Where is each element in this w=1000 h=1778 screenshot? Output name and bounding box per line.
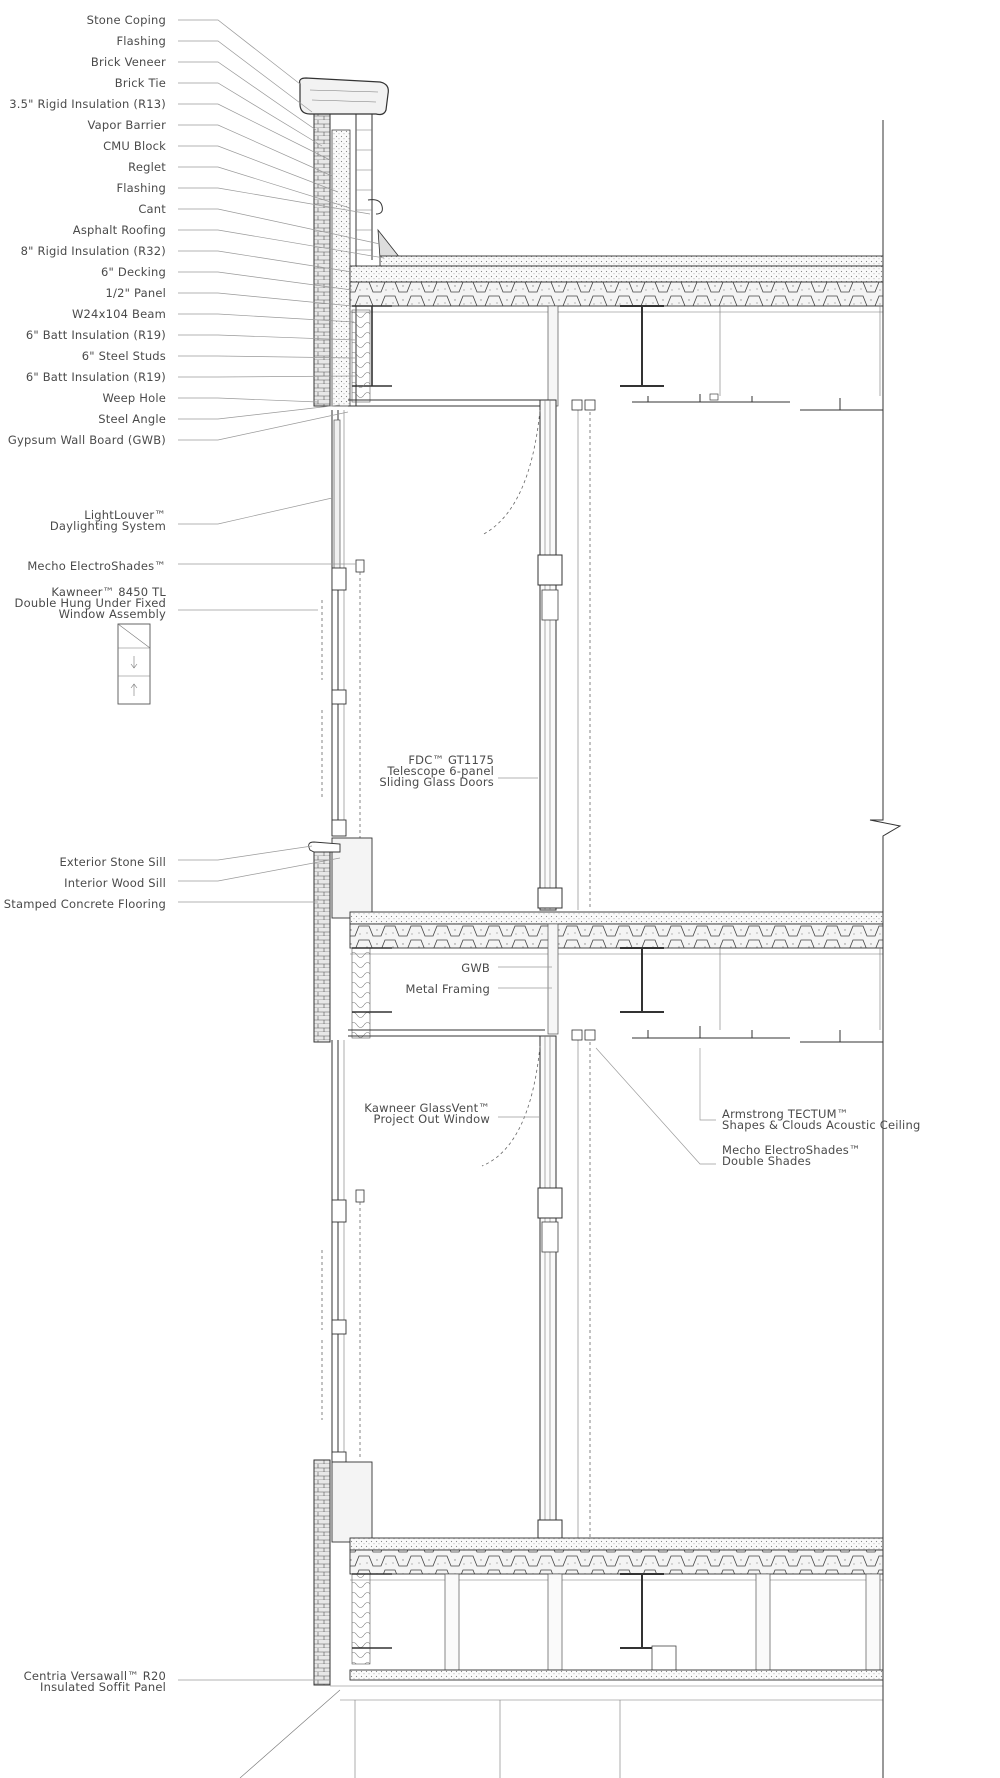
label-batt-insulation-2: 6" Batt Insulation (R19) [25, 370, 166, 384]
label-mecho-double-2: Double Shades [722, 1154, 812, 1168]
label-half-inch-panel: 1/2" Panel [105, 286, 166, 300]
label-lightlouver-2: Daylighting System [49, 519, 166, 533]
label-gypsum-wall-board: Gypsum Wall Board (GWB) [7, 433, 166, 447]
label-fdc-2: Telescope 6-panel [387, 764, 494, 778]
label-armstrong-1: Armstrong TECTUM™ [722, 1107, 849, 1121]
roof-beams [352, 306, 880, 406]
label-kawneer-8450-1: Kawneer™ 8450 TL [51, 585, 166, 599]
label-kawneer-8450-2: Double Hung Under Fixed [14, 596, 166, 610]
label-brick-veneer: Brick Veneer [90, 55, 166, 69]
label-glassvent-2: Project Out Window [373, 1112, 490, 1126]
label-gwb: GWB [461, 961, 490, 975]
batt-insulation-roof [352, 310, 370, 402]
stone-coping [300, 78, 389, 115]
label-group-right [722, 1107, 920, 1168]
label-steel-angle: Steel Angle [98, 412, 166, 426]
label-group-left-top [8, 13, 166, 447]
label-glassvent-1: Kawneer GlassVent™ [364, 1101, 490, 1115]
label-asphalt-roofing: Asphalt Roofing [72, 223, 166, 237]
label-beam: W24x104 Beam [71, 307, 166, 321]
label-batt-insulation-1: 6" Batt Insulation (R19) [25, 328, 166, 342]
label-lightlouver-1: LightLouver™ [84, 508, 166, 522]
label-interior-wood-sill: Interior Wood Sill [64, 876, 166, 890]
label-weep-hole: Weep Hole [102, 391, 166, 405]
label-centria-2: Insulated Soffit Panel [40, 1680, 166, 1694]
sliding-glass-doors-upper [482, 400, 595, 910]
label-reglet: Reglet [128, 160, 166, 174]
section-break-line [870, 120, 900, 1778]
label-armstrong-2: Shapes & Clouds Acoustic Ceiling [722, 1118, 921, 1132]
label-decking: 6" Decking [101, 265, 166, 279]
label-rigid-insulation-r13: 3.5" Rigid Insulation (R13) [9, 97, 166, 111]
label-cant: Cant [138, 202, 166, 216]
roof-assembly [350, 256, 883, 312]
label-rigid-insulation-r32: 8" Rigid Insulation (R32) [20, 244, 166, 258]
label-stamped-concrete-flooring: Stamped Concrete Flooring [3, 897, 166, 911]
label-steel-studs: 6" Steel Studs [81, 349, 166, 363]
label-mecho-double-1: Mecho ElectroShades™ [722, 1143, 861, 1157]
label-fdc-3: Sliding Glass Doors [379, 775, 494, 789]
flashing-parapet [368, 200, 382, 214]
sliding-glass-doors-lower [482, 1030, 595, 1538]
steel-angle-head [348, 400, 545, 406]
acoustic-ceiling-roof [632, 394, 883, 410]
label-flashing-1: Flashing [116, 34, 166, 48]
label-cmu-block: CMU Block [103, 139, 166, 153]
label-metal-framing: Metal Framing [405, 982, 490, 996]
label-exterior-stone-sill: Exterior Stone Sill [59, 855, 166, 869]
label-flashing-2: Flashing [116, 181, 166, 195]
window-assembly-icon [118, 624, 150, 704]
label-vapor-barrier: Vapor Barrier [87, 118, 166, 132]
upper-window-assembly [322, 410, 364, 840]
label-centria-1: Centria Versawall™ R20 [23, 1669, 166, 1683]
brick-veneer-wall [314, 100, 330, 1685]
middle-floor-slab [309, 838, 883, 1042]
label-fdc-1: FDC™ GT1175 [408, 753, 494, 767]
bottom-floor-slab [240, 1538, 883, 1778]
cant-strip [378, 230, 400, 258]
label-stone-coping: Stone Coping [86, 13, 166, 27]
label-brick-tie: Brick Tie [114, 76, 166, 90]
label-kawneer-8450-3: Window Assembly [58, 607, 166, 621]
label-mecho-electroshades: Mecho ElectroShades™ [27, 559, 166, 573]
